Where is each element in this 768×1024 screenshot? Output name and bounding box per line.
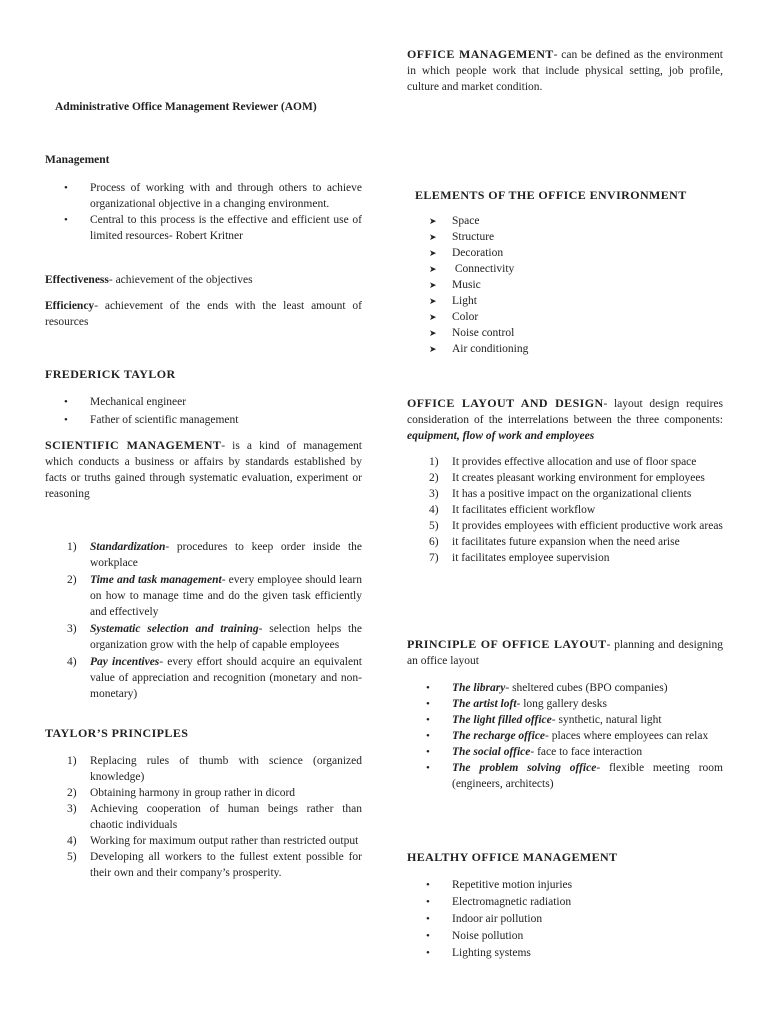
effectiveness-text: - achievement of the objectives (108, 274, 253, 286)
list-item: 1) Standardization- procedures to keep order inside the workplace (67, 541, 362, 569)
list-item: 4) It facilitates efficient workflow (429, 504, 596, 516)
arrow-bullet-icon: ➤ (429, 232, 437, 242)
principle-layout-definition (407, 636, 723, 669)
arrow-bullet-icon: ➤ (429, 216, 437, 226)
taylors-principles-list (45, 753, 362, 881)
list-item: • Electromagnetic radiation (407, 894, 723, 910)
office-layout-term: OFFICE LAYOUT AND DESIGN (407, 396, 604, 410)
office-layout-list (407, 454, 723, 566)
office-layout-definition (407, 395, 723, 444)
list-item: 3) It has a positive impact on the organizational clients (429, 488, 692, 500)
arrow-bullet-icon: ➤ (429, 248, 437, 258)
list-item: • Lighting systems (407, 945, 723, 961)
list-item: • Repetitive motion injuries (407, 877, 723, 893)
healthy-office-heading: HEALTHY OFFICE MANAGEMENT (407, 850, 618, 864)
management-heading: Management (45, 154, 110, 166)
office-management-text: - can be defined as the environment in which people work that include physical setting, job profile, culture and market condition. (407, 49, 723, 93)
list-item: ➤ Connectivity (429, 263, 515, 275)
document-title: Administrative Office Management Reviewer (AOM) (55, 101, 317, 113)
elements-list (407, 213, 723, 357)
list-item: • The social office- face to face interaction (407, 744, 723, 760)
list-item: • Mechanical engineer (45, 394, 362, 410)
list-item: • Indoor air pollution (407, 911, 723, 927)
frederick-taylor-heading: FREDERICK TAYLOR (45, 367, 176, 381)
arrow-bullet-icon: ➤ (429, 328, 437, 338)
list-item: 4) Working for maximum output rather than restricted output (67, 835, 359, 847)
list-item: 2) Time and task management- every employee should learn on how to manage time and do the given task efficiently and effectively (67, 574, 362, 618)
list-item: • The library- sheltered cubes (BPO companies) (407, 680, 723, 696)
list-item: • The recharge office- places where employees can relax (407, 728, 723, 744)
management-list (45, 180, 362, 244)
office-layout-emphasis: equipment, flow of work and employees (407, 430, 595, 442)
list-item: 5) Developing all workers to the fullest extent possible for their own and their company’s prosperity. (67, 851, 362, 879)
principle-layout-list (407, 680, 723, 792)
list-item: • Process of working with and through others to achieve organizational objective in a changing environment. (45, 180, 362, 212)
list-item: ➤ Air conditioning (429, 343, 529, 355)
list-item: 7) it facilitates employee supervision (429, 552, 610, 564)
office-layout-text: - layout design requires consideration of the interrelations between the three components: (407, 398, 724, 426)
list-item: 2) It creates pleasant working environment for employees (429, 472, 705, 484)
arrow-bullet-icon: ➤ (429, 296, 437, 306)
list-item: ➤ Noise control (429, 327, 515, 339)
arrow-bullet-icon: ➤ (429, 280, 437, 290)
arrow-bullet-icon: ➤ (429, 312, 437, 322)
efficiency-text: - achievement of the ends with the least amount of resources (45, 300, 362, 328)
list-item: 1) It provides effective allocation and use of floor space (429, 456, 697, 468)
list-item: 5) It provides employees with efficient productive work areas (429, 520, 723, 532)
list-item: • Central to this process is the effective and efficient use of limited resources- Robert Kritner (45, 212, 362, 244)
taylors-principles-heading: TAYLOR’S PRINCIPLES (45, 726, 189, 740)
scientific-management-text: - is a kind of management which conducts a business or affairs by standards established by facts or truths gained through systematic evaluation, experiment or reasoning (45, 440, 362, 500)
list-item: • The artist loft- long gallery desks (407, 696, 723, 712)
elements-heading: ELEMENTS OF THE OFFICE ENVIRONMENT (415, 188, 687, 202)
list-item: • The problem solving office- flexible meeting room (engineers, architects) (407, 760, 723, 792)
list-item: 6) it facilitates future expansion when the need arise (429, 536, 680, 548)
list-item: 4) Pay incentives- every effort should acquire an equivalent value of appreciation and recognition (monetary and non-monetary) (67, 656, 362, 700)
list-item: ➤ Decoration (429, 247, 504, 259)
efficiency-definition (45, 298, 362, 330)
principle-layout-text: - planning and designing an office layout (407, 639, 723, 667)
scientific-management-term: SCIENTIFIC MANAGEMENT (45, 438, 222, 452)
office-management-definition (407, 46, 723, 95)
scientific-principles-list (45, 539, 362, 702)
list-item: ➤ Color (429, 311, 479, 323)
list-item: • Noise pollution (407, 928, 723, 944)
list-item: 3) Achieving cooperation of human beings rather than chaotic individuals (67, 803, 362, 831)
list-item: ➤ Space (429, 215, 480, 227)
list-item: ➤ Music (429, 279, 481, 291)
efficiency-term: Efficiency (45, 300, 95, 312)
office-management-term: OFFICE MANAGEMENT (407, 47, 554, 61)
effectiveness-definition (45, 272, 362, 288)
list-item: ➤ Light (429, 295, 477, 307)
list-item: 3) Systematic selection and training- selection helps the organization grow with the help of capable employees (67, 623, 363, 651)
effectiveness-term: Effectiveness (45, 274, 109, 286)
list-item: 1) Replacing rules of thumb with science (organized knowledge) (67, 755, 362, 783)
frederick-taylor-list (45, 394, 362, 428)
list-item: • Father of scientific management (45, 412, 362, 428)
arrow-bullet-icon: ➤ (429, 264, 437, 274)
healthy-office-list (407, 877, 723, 961)
list-item: • The light filled office- synthetic, natural light (407, 712, 723, 728)
list-item: 2) Obtaining harmony in group rather in dicord (67, 787, 296, 799)
arrow-bullet-icon: ➤ (429, 344, 437, 354)
scientific-management-definition (45, 437, 362, 502)
list-item: ➤ Structure (429, 231, 495, 243)
principle-layout-term: PRINCIPLE OF OFFICE LAYOUT (407, 637, 607, 651)
